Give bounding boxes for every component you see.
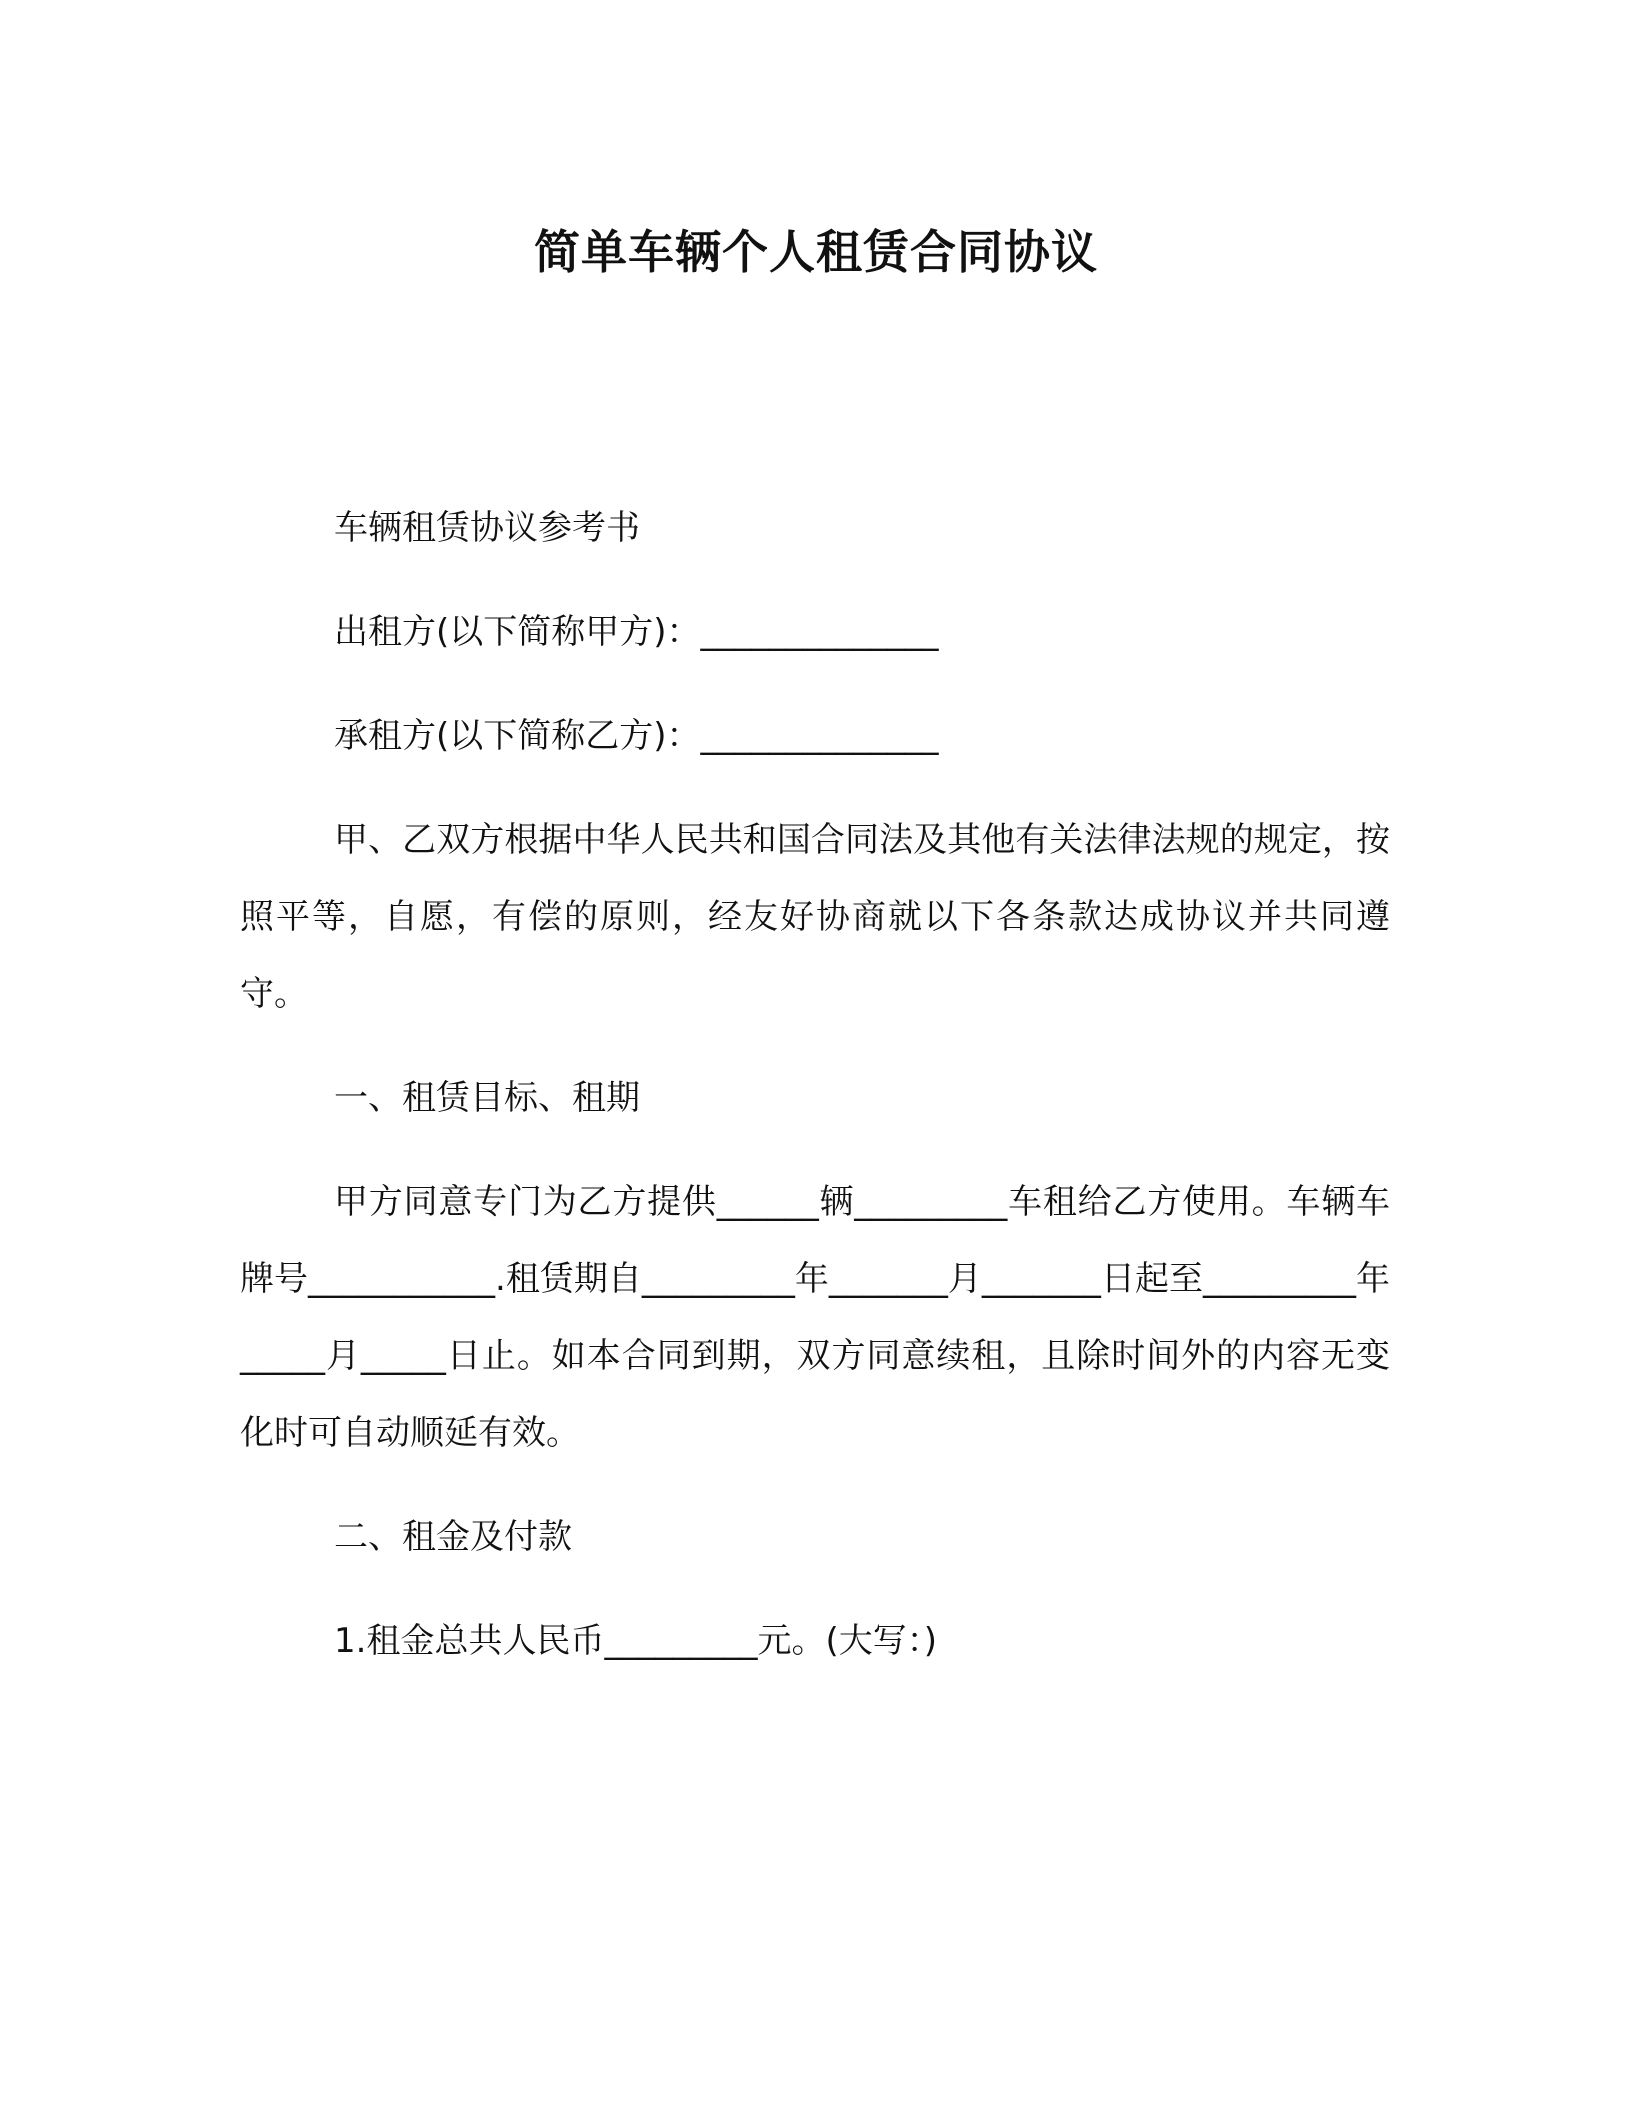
lessor-line: 出租方(以下简称甲方)：______________ bbox=[334, 612, 939, 652]
section-heading-lease-target: 一、租赁目标、租期 bbox=[334, 1078, 640, 1118]
document-title: 简单车辆个人租赁合同协议 bbox=[534, 225, 1098, 279]
lease-target-paragraph: 甲方同意专门为乙方提供______辆_________车租给乙方使用。车辆车牌号___________.租赁期自_________年_______月_______日起至_________年_____月_____日止。如本合同到期，双方同意续租，且除时间外的内容无变化时可自动顺延有效。 bbox=[240, 1182, 1390, 1453]
lessee-line: 承租方(以下简称乙方)：______________ bbox=[334, 716, 939, 756]
subtitle-paragraph: 车辆租赁协议参考书 bbox=[334, 508, 640, 548]
section-heading-rent-payment: 二、租金及付款 bbox=[334, 1517, 572, 1557]
rent-amount-paragraph: 1.租金总共人民币_________元。(大写：) bbox=[334, 1621, 937, 1661]
document-body bbox=[240, 490, 1390, 1680]
preamble-paragraph: 甲、乙双方根据中华人民共和国合同法及其他有关法律法规的规定，按照平等，自愿，有偿的原则，经友好协商就以下各条款达成协议并共同遵守。 bbox=[240, 820, 1390, 1014]
